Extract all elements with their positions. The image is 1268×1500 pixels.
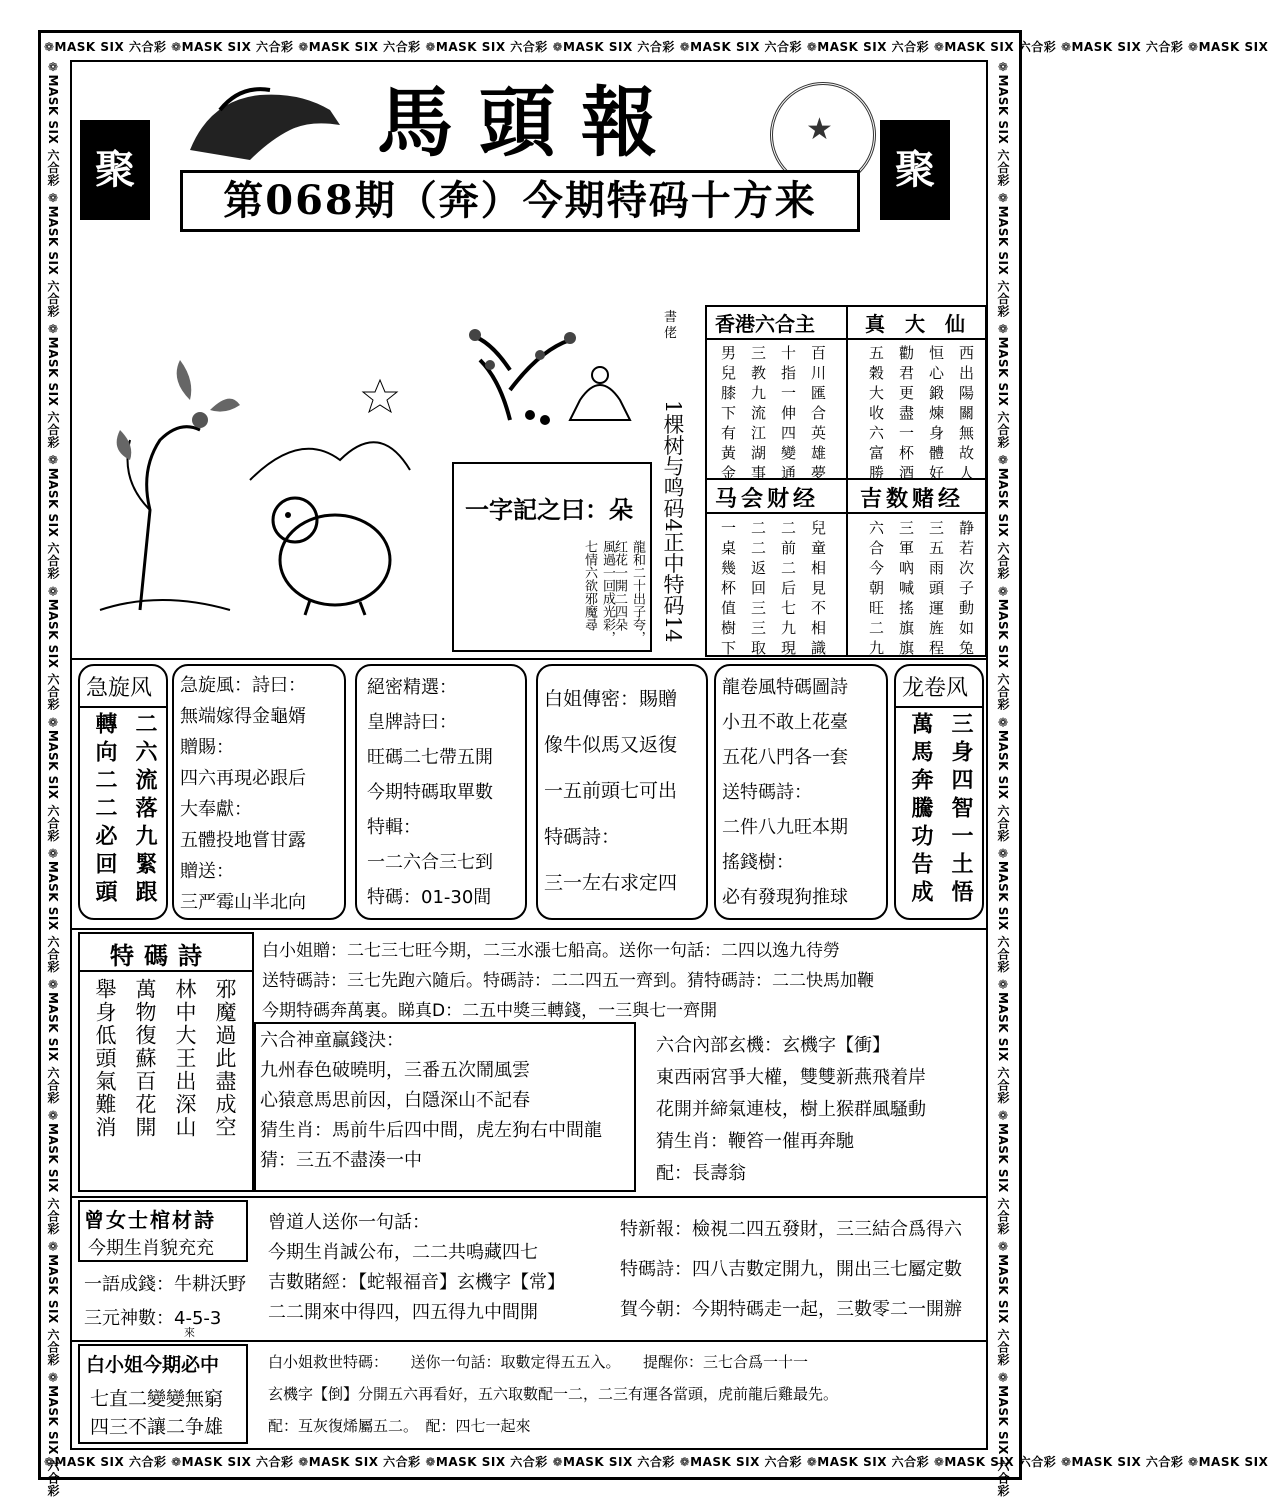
seal-star-icon: ★ [806, 112, 833, 147]
jm-line: 一二六合三七到 [367, 852, 493, 873]
border-right-strip: ❁MASK SIX 六合彩 ❁MASK SIX 六合彩 ❁MASK SIX 六合彩 ❁MASK SIX 六合彩 ❁MASK SIX 六合彩 ❁MASK SIX 六合彩 ❁MASK SIX 六合彩 ❁MASK SIX 六合彩 ❁MASK SIX 六合彩 ❁MASK SIX 六合彩 ❁MASK SIX 六合彩 [996, 60, 1010, 1498]
zeng-chengyu: 一語成錢：牛耕沃野 [84, 1274, 246, 1295]
jxf-label-rule [80, 706, 166, 708]
jxf-col-a: 轉向二二必回頭 [92, 712, 118, 908]
tema-line-1: 白小姐贈：二七三七旺今期，二三水漲七船高。送你一句話：二四以逸九待勞 [262, 941, 840, 961]
jm-line: 特碼：01-30間 [367, 887, 492, 908]
xuanji-line-2: 東西兩宮爭大權，雙雙新燕飛着岸 [656, 1067, 926, 1088]
texin-line-3: 賀今朝：今期特碼走一起，三數零二一開辦 [620, 1299, 962, 1320]
ljf-text-box [714, 664, 888, 920]
bj-lines [538, 666, 706, 916]
bj-line: 特碼詩： [544, 826, 621, 848]
hk-col-1: 男兒膝下有黃金 [719, 345, 737, 485]
row3-top-rule [70, 928, 988, 930]
jm-line: 特輯： [367, 817, 421, 838]
newspaper-title: 馬頭報 [377, 78, 683, 167]
jishu-col-1: 六合今朝旺二九 [867, 520, 885, 660]
hk-col-2: 三教九流江湖事 [749, 345, 767, 485]
daoren-line-2: 今期生肖誠公布，二二共鳴藏四七 [268, 1242, 538, 1263]
left-flag: 聚 [80, 120, 150, 220]
shentong-line-3: 心猿意馬思前因，白隱深山不記春 [260, 1090, 530, 1111]
jxf-line: 無端嫁得金龜婿 [180, 706, 306, 727]
daoren-line-4: 二二開來中得四，四五得九中間開 [268, 1302, 538, 1323]
xuanji-line-4: 猜生肖：鞭笞一催再奔馳 [656, 1131, 854, 1152]
xuanji-line-5: 配：長壽翁 [656, 1163, 746, 1184]
zeng-line: 今期生肖貌充充 [88, 1238, 214, 1259]
jishu-col-3: 三五雨頭運旌程 [927, 520, 945, 660]
ljf-label: 龙卷风 [902, 676, 969, 701]
jxf-line: 五體投地嘗甘露 [180, 830, 306, 851]
bj-line: 三一左右求定四 [544, 872, 678, 894]
mahui-col-3: 二前二后七九現 [779, 520, 797, 660]
jishu-col-4: 静若次子動如兔 [957, 520, 975, 660]
jiushi-lines [268, 1346, 838, 1442]
shentong-line-4: 猜生肖：馬前牛后四中間，虎左狗右中間龍 [260, 1120, 602, 1141]
daoren-line-1: 曾道人送你一句話： [268, 1212, 430, 1233]
jxf-line: 贈送： [180, 861, 234, 882]
riddle-heading: 一字記之曰：朵 [465, 495, 633, 524]
xuanji-line-3: 花開并締氣連枝，樹上猴群風騷動 [656, 1099, 926, 1120]
jm-line: 今期特碼取單數 [367, 782, 493, 803]
texin-line-1: 特新報：檢視二四五發財，三三結合爲得六 [620, 1219, 962, 1240]
ljf-line: 必有發現狗推球 [722, 887, 848, 908]
tema-col-2: 萬物復蘇百花開 [133, 978, 157, 1139]
tema-col-1: 舉身低頭氣難消 [93, 978, 117, 1139]
border-bottom-strip: ❁MASK SIX 六合彩 ❁MASK SIX 六合彩 ❁MASK SIX 六合彩 ❁MASK SIX 六合彩 ❁MASK SIX 六合彩 ❁MASK SIX 六合彩 ❁MASK SIX 六合彩 ❁MASK SIX 六合彩 ❁MASK SIX 六合彩 ❁MASK SIX [44, 1455, 1268, 1469]
zeng-sanyuan-note: 來 [184, 1326, 195, 1339]
tema-lines [262, 936, 982, 1026]
jxf-label: 急旋风 [86, 676, 153, 701]
jxf-line: 大奉獻： [180, 799, 252, 820]
jxf-line: 四六再現必跟后 [180, 768, 306, 789]
xuanji-lines [656, 1030, 926, 1190]
zeng-title: 曾女士棺材詩 [84, 1208, 216, 1232]
row2-top-rule [70, 658, 988, 660]
bj-line: 一五前頭七可出 [544, 780, 678, 802]
ljf-col-b: 三身四智一土悟 [948, 712, 974, 908]
jiushi-line-3: 配：互灰復烯屬五二。 配：四七一起來 [268, 1417, 531, 1435]
jxf-line: 三严霉山半北向 [180, 892, 306, 913]
xian-col-3: 恒心鍛煉身體好 [927, 345, 945, 485]
riddle-small-label: 書佬 [664, 310, 678, 341]
border-left-strip: ❁MASK SIX 六合彩 ❁MASK SIX 六合彩 ❁MASK SIX 六合彩 ❁MASK SIX 六合彩 ❁MASK SIX 六合彩 ❁MASK SIX 六合彩 ❁MASK SIX 六合彩 ❁MASK SIX 六合彩 ❁MASK SIX 六合彩 ❁MASK SIX 六合彩 ❁MASK SIX 六合彩 [46, 60, 60, 1498]
jm-line: 皇牌詩曰： [367, 712, 457, 733]
jxf-col-b: 二六流落九緊跟 [132, 712, 158, 908]
riddle-col-1: 龍和二十出子夸，红花一開二四朵 [612, 540, 645, 644]
tema-title: 特碼詩 [110, 941, 212, 970]
mahui-col-2: 二二返回三三取 [749, 520, 767, 660]
xian-title: 真 大 仙 [865, 312, 965, 336]
issue-banner: 第068期（奔）今期特码十方来 [180, 170, 860, 232]
jiushi-line-2: 玄機字【倒】分開五六再看好，五六取數配一二，二三有運各當頭，虎前龍后雞最先。 [268, 1385, 839, 1403]
shentong-lines [260, 1026, 602, 1176]
riddle-col-2: 風過一回成光彩，七情六欲邪魔尋 [582, 540, 615, 644]
row4-top-rule [70, 1196, 988, 1198]
jm-line: 絕密精選： [367, 677, 457, 698]
shentong-line-2: 九州春色破曉明，三番五次鬧風雲 [260, 1060, 530, 1081]
zeng-sanyuan: 三元神數：4-5-3 [84, 1308, 222, 1329]
daoren-line-3: 吉數賭經：【蛇報福音】玄機字【常】 [268, 1272, 565, 1293]
right-flag: 聚 [880, 120, 950, 220]
horse-head-illustration [180, 80, 350, 165]
bj-line: 像牛似馬又返復 [544, 734, 678, 756]
xian-col-1: 五穀大收六富勝 [867, 345, 885, 485]
ljf-col-a: 萬馬奔騰功告成 [908, 712, 934, 908]
jm-line: 旺碼二七帶五開 [367, 747, 493, 768]
tema-line-2: 送特碼詩：三七先跑六隨后。特碼詩：二二四五一齊到。猜特碼詩：二二快馬加鞭 [262, 971, 874, 991]
plum-tree-illustration [450, 310, 650, 440]
daoren-lines [268, 1208, 565, 1328]
ljf-lines [716, 666, 886, 919]
jishu-col-2: 三軍吶喊搖旗旗 [897, 520, 915, 660]
hk-title: 香港六合主 [715, 312, 815, 336]
jishu-title: 吉数赌经 [860, 486, 965, 512]
baixiaojie-line-2: 四三不讓二争雄 [90, 1416, 224, 1438]
tema-col-3: 林中大王出深山 [173, 978, 197, 1139]
ljf-label-rule [896, 706, 982, 708]
poem-grid-divider [846, 305, 848, 657]
mahui-col-4: 兒童相見不相識 [809, 520, 827, 660]
poem-grid-hline-1 [705, 338, 987, 340]
mahui-title: 马会财经 [715, 486, 820, 512]
ljf-line: 小丑不敢上花臺 [722, 712, 848, 733]
tema-title-rule [78, 970, 254, 972]
jm-lines [357, 666, 525, 919]
jm-text-box [355, 664, 527, 920]
hk-col-4: 百川匯合英雄夢 [809, 345, 827, 485]
shentong-line-1: 六合神童贏錢決： [260, 1030, 404, 1051]
hk-col-3: 十指一伸四變通 [779, 345, 797, 485]
ljf-line: 送特碼詩： [722, 782, 812, 803]
baixiaojie-title: 白小姐今期必中 [86, 1354, 220, 1376]
jxf-text-box [172, 664, 346, 920]
bj-line: 白姐傳密：賜贈 [544, 688, 678, 710]
xuanji-line-1: 六合內部玄機：玄機字【衝】 [656, 1035, 890, 1056]
ljf-line: 搖錢樹： [722, 852, 794, 873]
tema-line-3: 今期特碼奔萬裏。睇真D：二五中獎三轉錢，一三與七一齊開 [262, 1001, 718, 1021]
ljf-line: 龍卷風特碼圖詩 [722, 677, 848, 698]
baixiaojie-line-1: 七直二變變無窮 [90, 1388, 224, 1410]
border-top-strip: ❁MASK SIX 六合彩 ❁MASK SIX 六合彩 ❁MASK SIX 六合彩 ❁MASK SIX 六合彩 ❁MASK SIX 六合彩 ❁MASK SIX 六合彩 ❁MASK SIX 六合彩 ❁MASK SIX 六合彩 ❁MASK SIX 六合彩 ❁MASK SIX [44, 40, 1268, 54]
shentong-line-5: 猜：三五不盡湊一中 [260, 1150, 422, 1171]
mahui-col-1: 一桌幾杯值樹下 [719, 520, 737, 660]
jxf-line: 贈賜： [180, 737, 234, 758]
texin-lines [620, 1210, 962, 1330]
row5-top-rule [70, 1340, 988, 1342]
jxf-lines [174, 666, 344, 922]
texin-line-2: 特碼詩：四八吉數定開九，開出三七屬定數 [620, 1259, 962, 1280]
ljf-line: 二件八九旺本期 [722, 817, 848, 838]
xian-col-4: 西出陽關無故人 [957, 345, 975, 485]
jiushi-line-1: 白小姐救世特碼： 送你一句話：取數定得五五入。 提醒你：三七合爲一十一 [268, 1353, 809, 1371]
ljf-line: 五花八門各一套 [722, 747, 848, 768]
tree-and-pig-illustration [80, 310, 440, 650]
xian-col-2: 勸君更盡一杯酒 [897, 345, 915, 485]
tema-col-4: 邪魔過此盡成空 [213, 978, 237, 1139]
riddle-vertical-hint: 1棵树与鸣码4正中特码14 [661, 400, 685, 643]
jxf-line: 急旋風：詩曰： [180, 675, 306, 696]
bj-text-box [536, 664, 708, 920]
